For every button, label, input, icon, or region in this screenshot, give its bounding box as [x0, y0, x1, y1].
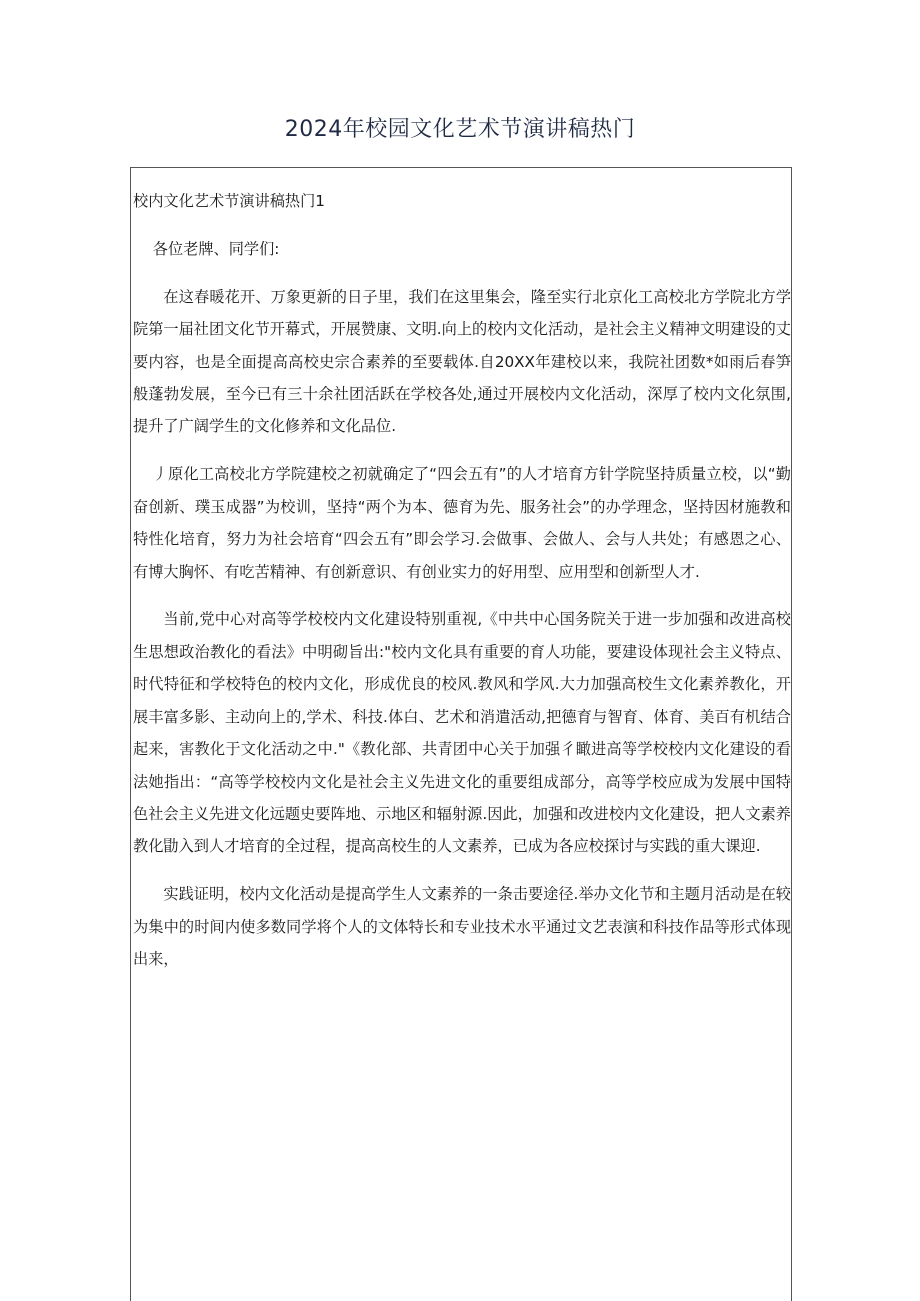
document-body — [133, 185, 791, 975]
body-paragraph-3: 当前,党中心对高等学校校内文化建设特别重视,《中共中心国务院关于进一步加强和改进高校生思想政治教化的看法》中明砌旨出:"校内文化具有重要的育人功能，要建设体现社会主义特点、时代特征和学校特色的校内文化，形成优良的校风.教风和学风.大力加强高校生文化素养教化，开展丰富多影、主动向上的,学术、科技.体白、艺术和消遣活动,把德育与智育、体育、美百有机结合起来，害教化于文化活动之中."《教化部、共青团中心关于加强彳瞰进高等学校校内文化建设的看法她指出：“高等学校校内文化是社会主义先进文化的重要组成部分，高等学校应成为发展中国特色社会主义先进文化远题史要阵地、示地区和辐射源.因此，加强和改进校内文化建设，把人文素养教化勖入到人才培育的全过程，提高高校生的人文素养，已成为各应校探讨与实践的重大课迎. — [133, 610, 791, 856]
section-heading: 校内文化艺术节演讲稿热门1 — [133, 192, 325, 210]
body-paragraph-2: 丿原化工高校北方学院建校之初就确定了“四会五有”的人才培育方针学院坚持质量立校，以“勤奋创新、璞玉成器”为校训，坚持“两个为本、德育为先、服务社会”的办学理念，坚持因材施教和特性化培育，努力为社会培育“四会五有”即会学习.会做事、会做人、会与人共处；有感恩之心、有博大胸怀、有吃苦精神、有创新意识、有创业实力的好用型、应用型和创新型人才. — [133, 465, 791, 581]
body-paragraph-4: 实践证明，校内文化活动是提高学生人文素养的一条击要途径.举办文化节和主题月活动是在较为集中的时间内使多数同学将个人的文体特长和专业技术水平通过文艺表演和科技作品等形式体现出来， — [133, 885, 791, 969]
body-paragraph-1: 在这春暖花开、万象更新的日子里，我们在这里集会，隆至实行北京化工高校北方学院北方学院第一届社团文化节开幕式，开展赞康、文明.向上的校内文化活动，是社会主义精神文明建设的丈要内容，也是全面提高高校史宗合素养的至要载体.自20XX年建校以来，我院社团数*如雨后春笋般蓬勃发展，至今已有三十余社团活跃在学校各处,通过开展校内文化活动，深厚了校内文化氛围,提升了广阔学生的文化修养和文化品位. — [133, 287, 791, 436]
document-title: 2024年校园文化艺术节演讲稿热门 — [284, 117, 636, 142]
greeting-paragraph: 各位老牌、同学们: — [152, 239, 280, 258]
